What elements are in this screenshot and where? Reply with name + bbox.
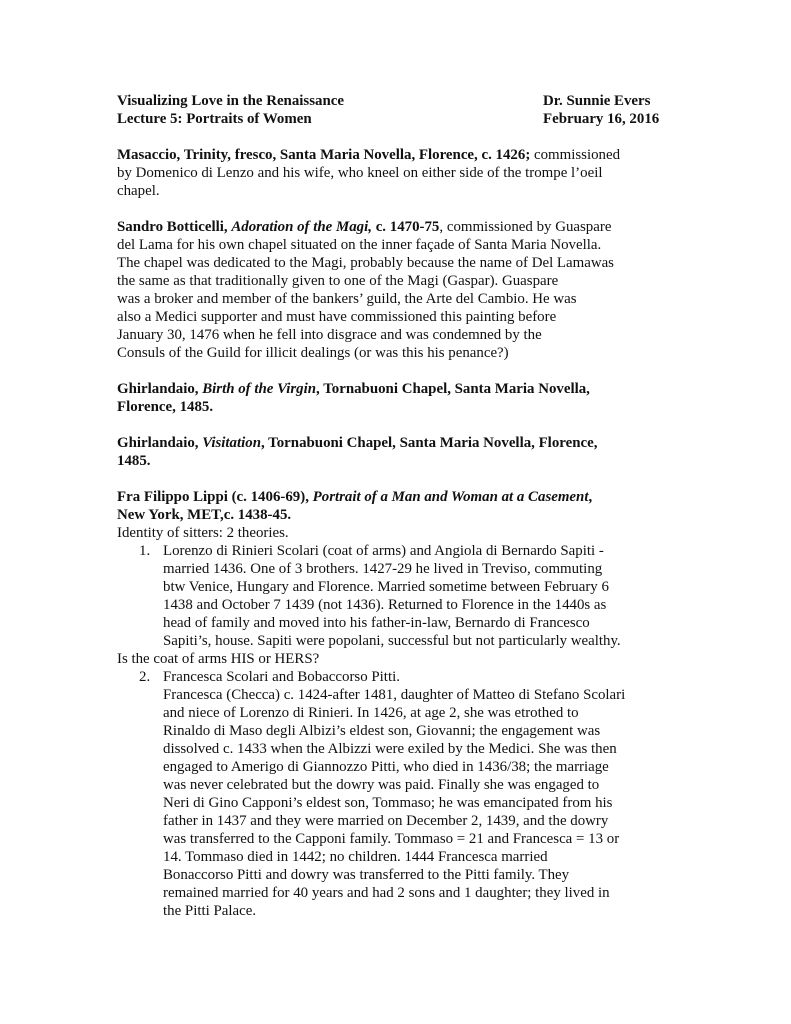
theory-1-line: head of family and moved into his father-in-law, Bernardo di Francesco <box>163 615 590 631</box>
theory-1-line: married 1436. One of 3 brothers. 1427-29 he lived in Treviso, commuting <box>163 561 603 577</box>
ghirlandaio-birth-location: , Tornabuoni Chapel, Santa Maria Novella, <box>316 381 590 397</box>
theory-2-line: father in 1437 and they were married on December 2, 1439, and the dowry <box>163 813 609 829</box>
lippi-line-1 <box>117 488 677 506</box>
lippi-artist: Fra Filippo Lippi (c. 1406-69), <box>117 489 313 505</box>
botticelli-text: , commissioned by Guaspare <box>439 219 612 235</box>
botticelli-line: was a broker and member of the bankers’ guild, the Arte del Cambio. He was <box>117 291 577 307</box>
ghirlandaio-visitation-location: , Tornabuoni Chapel, Santa Maria Novella, Florence, <box>261 435 598 451</box>
botticelli-line: January 30, 1476 when he fell into disgrace and was condemned by the <box>117 327 542 343</box>
theory-2-line: dissolved c. 1433 when the Albizzi were exiled by the Medici. She was then <box>163 741 617 757</box>
ghirlandaio-birth-line-1 <box>117 380 677 398</box>
masaccio-line-3: chapel. <box>117 183 160 199</box>
lippi-entry <box>117 488 677 920</box>
ghirlandaio-visitation-work: Visitation <box>202 435 261 451</box>
botticelli-artist: Sandro Botticelli, <box>117 219 232 235</box>
theory-1-line: Sapiti’s, house. Sapiti were popolani, successful but not particularly wealthy. <box>163 633 621 649</box>
theory-2-line: remained married for 40 years and had 2 sons and 1 daughter; they lived in <box>163 885 610 901</box>
theory-2-number: 2. <box>139 669 151 685</box>
ghirlandaio-visitation-line-2: 1485. <box>117 453 151 469</box>
theory-2-line: Francesca (Checca) c. 1424-after 1481, daughter of Matteo di Stefano Scolari <box>163 687 626 703</box>
theory-2-line: 14. Tommaso died in 1442; no children. 1444 Francesca married <box>163 849 548 865</box>
theory-2-line: engaged to Amerigo di Giannozzo Pitti, who died in 1436/38; the marriage <box>163 759 609 775</box>
lecture-handout <box>117 92 677 920</box>
botticelli-line: also a Medici supporter and must have commissioned this painting before <box>117 309 557 325</box>
botticelli-line: the same as that traditionally given to one of the Magi (Gaspar). Guaspare <box>117 273 559 289</box>
theory-2-line: the Pitti Palace. <box>163 903 257 919</box>
ghirlandaio-birth-line-2: Florence, 1485. <box>117 399 214 415</box>
theory-1-line: 1438 and October 7 1439 (not 1436). Returned to Florence in the 1440s as <box>163 597 607 613</box>
ghirlandaio-visitation-artist: Ghirlandaio, <box>117 435 203 451</box>
theory-2-line: was never celebrated but the dowry was paid. Finally she was engaged to <box>163 777 600 793</box>
lecture-date: February 16, 2016 <box>543 111 660 127</box>
botticelli-entry <box>117 218 677 362</box>
ghirlandaio-birth-work: Birth of the Virgin <box>202 381 317 397</box>
theory-1-line: Lorenzo di Rinieri Scolari (coat of arms) and Angiola di Bernardo Sapiti - <box>163 543 604 559</box>
masaccio-entry <box>117 146 677 200</box>
course-title: Visualizing Love in the Renaissance <box>117 93 344 109</box>
instructor-name: Dr. Sunnie Evers <box>543 93 651 109</box>
masaccio-line-2: by Domenico di Lenzo and his wife, who kneel on either side of the trompe l’oeil <box>117 165 603 181</box>
theory-1-number: 1. <box>139 543 151 559</box>
coat-of-arms-question: Is the coat of arms HIS or HERS? <box>117 651 320 667</box>
lippi-work: Portrait of a Man and Woman at a Casement <box>312 489 589 505</box>
lippi-line-2: New York, MET,c. 1438-45. <box>117 507 292 523</box>
theory-2-line: Rinaldo di Maso degli Albizi’s eldest son, Giovanni; the engagement was <box>163 723 601 739</box>
botticelli-line: del Lama for his own chapel situated on the inner façade of Santa Maria Novella. <box>117 237 602 253</box>
ghirlandaio-birth-artist: Ghirlandaio, <box>117 381 203 397</box>
botticelli-line-1 <box>117 218 677 236</box>
botticelli-work: Adoration of the Magi, <box>231 219 372 235</box>
ghirlandaio-visitation-entry <box>117 434 677 470</box>
ghirlandaio-visitation-line-1 <box>117 434 677 452</box>
botticelli-line: Consuls of the Guild for illicit dealings (or was this his penance?) <box>117 345 509 361</box>
ghirlandaio-birth-entry <box>117 380 677 416</box>
theory-1 <box>117 542 677 650</box>
lippi-comma: , <box>588 489 593 505</box>
header-row-1 <box>117 92 677 110</box>
masaccio-line-1 <box>117 146 677 164</box>
theory-1-line: btw Venice, Hungary and Florence. Married sometime between February 6 <box>163 579 609 595</box>
theory-2-line: Bonaccorso Pitti and dowry was transferred to the Pitti family. They <box>163 867 570 883</box>
identity-of-sitters: Identity of sitters: 2 theories. <box>117 525 289 541</box>
masaccio-text: commissioned <box>530 147 621 163</box>
lecture-title: Lecture 5: Portraits of Women <box>117 111 312 127</box>
botticelli-line: The chapel was dedicated to the Magi, probably because the name of Del Lamawas <box>117 255 614 271</box>
masaccio-title: Masaccio, Trinity, fresco, Santa Maria Novella, Florence, c. 1426; <box>117 147 531 163</box>
theory-2-line: was transferred to the Capponi family. Tommaso = 21 and Francesca = 13 or <box>163 831 620 847</box>
theory-2-line: Francesca Scolari and Bobaccorso Pitti. <box>163 669 400 685</box>
theory-2-line: Neri di Gino Capponi’s eldest son, Tommaso; he was emancipated from his <box>163 795 613 811</box>
theory-2 <box>117 668 677 920</box>
header-row-2 <box>117 110 677 128</box>
botticelli-date: c. 1470-75 <box>371 219 440 235</box>
theory-2-line: and niece of Lorenzo di Rinieri. In 1426, at age 2, she was etrothed to <box>163 705 579 721</box>
